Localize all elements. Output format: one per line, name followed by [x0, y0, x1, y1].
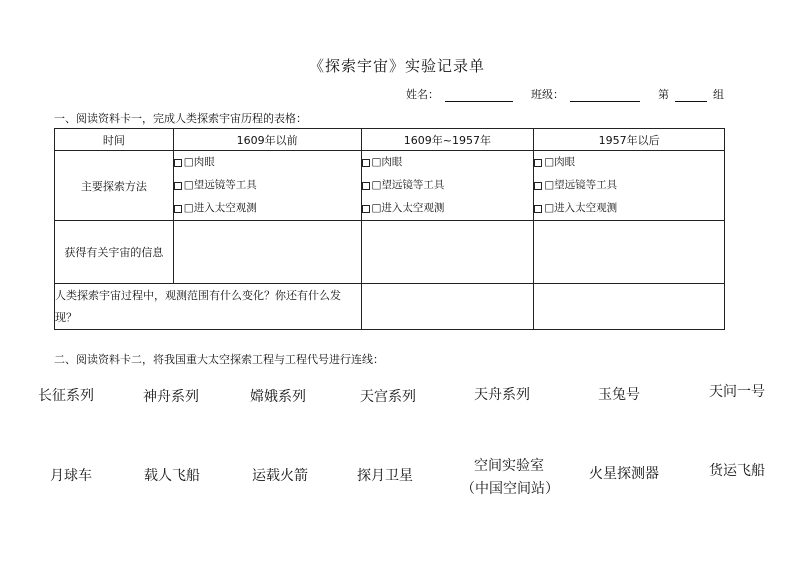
- table-header-row: [55, 129, 725, 151]
- checkbox-icon[interactable]: [362, 159, 370, 167]
- option-naked-eye[interactable]: □肉眼: [534, 151, 724, 174]
- section2-heading: 二、阅读资料卡二，将我国重大太空探索工程与工程代号进行连线：: [54, 353, 384, 366]
- option-telescope[interactable]: □望远镜等工具: [174, 174, 361, 197]
- option-naked-eye[interactable]: □肉眼: [174, 151, 361, 174]
- checkbox-icon[interactable]: [174, 159, 182, 167]
- option-space[interactable]: □进入太空观测: [534, 197, 724, 220]
- project-changzheng[interactable]: 长征系列: [38, 388, 94, 404]
- project-shenzhou[interactable]: 神舟系列: [143, 389, 199, 405]
- option-naked-eye[interactable]: □肉眼: [362, 151, 534, 174]
- option-space[interactable]: □进入太空观测: [362, 197, 534, 220]
- code-space-lab[interactable]: 空间实验室: [474, 458, 544, 474]
- option-space[interactable]: □进入太空观测: [174, 197, 361, 220]
- project-tiangong[interactable]: 天宫系列: [360, 389, 416, 405]
- checkbox-icon[interactable]: [534, 182, 542, 190]
- table-row-info: [55, 221, 725, 284]
- col-header-after-1957: 1957年以后: [534, 129, 725, 151]
- answer-cell-1[interactable]: [361, 284, 534, 330]
- code-lunar-rover[interactable]: 月球车: [50, 468, 92, 484]
- option-telescope[interactable]: □望远镜等工具: [534, 174, 724, 197]
- checkbox-icon[interactable]: [174, 205, 182, 213]
- code-mars-probe[interactable]: 火星探测器: [589, 466, 659, 482]
- checkbox-icon[interactable]: [362, 182, 370, 190]
- project-tianzhou[interactable]: 天舟系列: [474, 387, 530, 403]
- group-prefix: 第: [658, 88, 669, 101]
- page-title: 《探索宇宙》实验记录单: [308, 57, 485, 75]
- code-crewed-spacecraft[interactable]: 载人飞船: [144, 468, 200, 484]
- name-label: 姓名：: [406, 88, 439, 101]
- info-before-1609[interactable]: [173, 221, 361, 284]
- checkbox-icon[interactable]: [362, 205, 370, 213]
- project-change[interactable]: 嫦娥系列: [250, 389, 306, 405]
- row-label-methods: 主要探索方法: [55, 151, 174, 221]
- code-launch-vehicle[interactable]: 运载火箭: [252, 468, 308, 484]
- group-suffix: 组: [713, 88, 724, 101]
- student-info: [406, 86, 724, 102]
- project-yutu[interactable]: 玉兔号: [598, 387, 640, 403]
- exploration-table: [54, 128, 725, 330]
- table-row-question: [55, 284, 725, 330]
- methods-before-1609: [173, 151, 361, 221]
- col-header-time: 时间: [55, 129, 174, 151]
- section1-heading: 一、阅读资料卡一，完成人类探索宇宙历程的表格：: [54, 112, 307, 125]
- methods-after-1957: [534, 151, 725, 221]
- code-lunar-satellite[interactable]: 探月卫星: [357, 468, 413, 484]
- info-after-1957[interactable]: [534, 221, 725, 284]
- col-header-before-1609: 1609年以前: [173, 129, 361, 151]
- question-text: 人类探索宇宙过程中，观测范围有什么变化？你还有什么发现？: [55, 284, 362, 330]
- project-tianwen[interactable]: 天问一号: [709, 384, 765, 400]
- row-label-info: 获得有关宇宙的信息: [55, 221, 174, 284]
- checkbox-icon[interactable]: [534, 159, 542, 167]
- col-header-1609-1957: 1609年~1957年: [361, 129, 534, 151]
- code-cargo-spacecraft[interactable]: 货运飞船: [709, 463, 765, 479]
- group-blank[interactable]: [675, 89, 707, 102]
- answer-cell-2[interactable]: [534, 284, 725, 330]
- checkbox-icon[interactable]: [174, 182, 182, 190]
- name-blank[interactable]: [445, 89, 513, 102]
- methods-1609-1957: [361, 151, 534, 221]
- class-label: 班级：: [531, 88, 564, 101]
- table-row-methods: [55, 151, 725, 221]
- checkbox-icon[interactable]: [534, 205, 542, 213]
- option-telescope[interactable]: □望远镜等工具: [362, 174, 534, 197]
- class-blank[interactable]: [570, 89, 640, 102]
- code-space-station-note: （中国空间站）: [461, 481, 559, 497]
- info-1609-1957[interactable]: [361, 221, 534, 284]
